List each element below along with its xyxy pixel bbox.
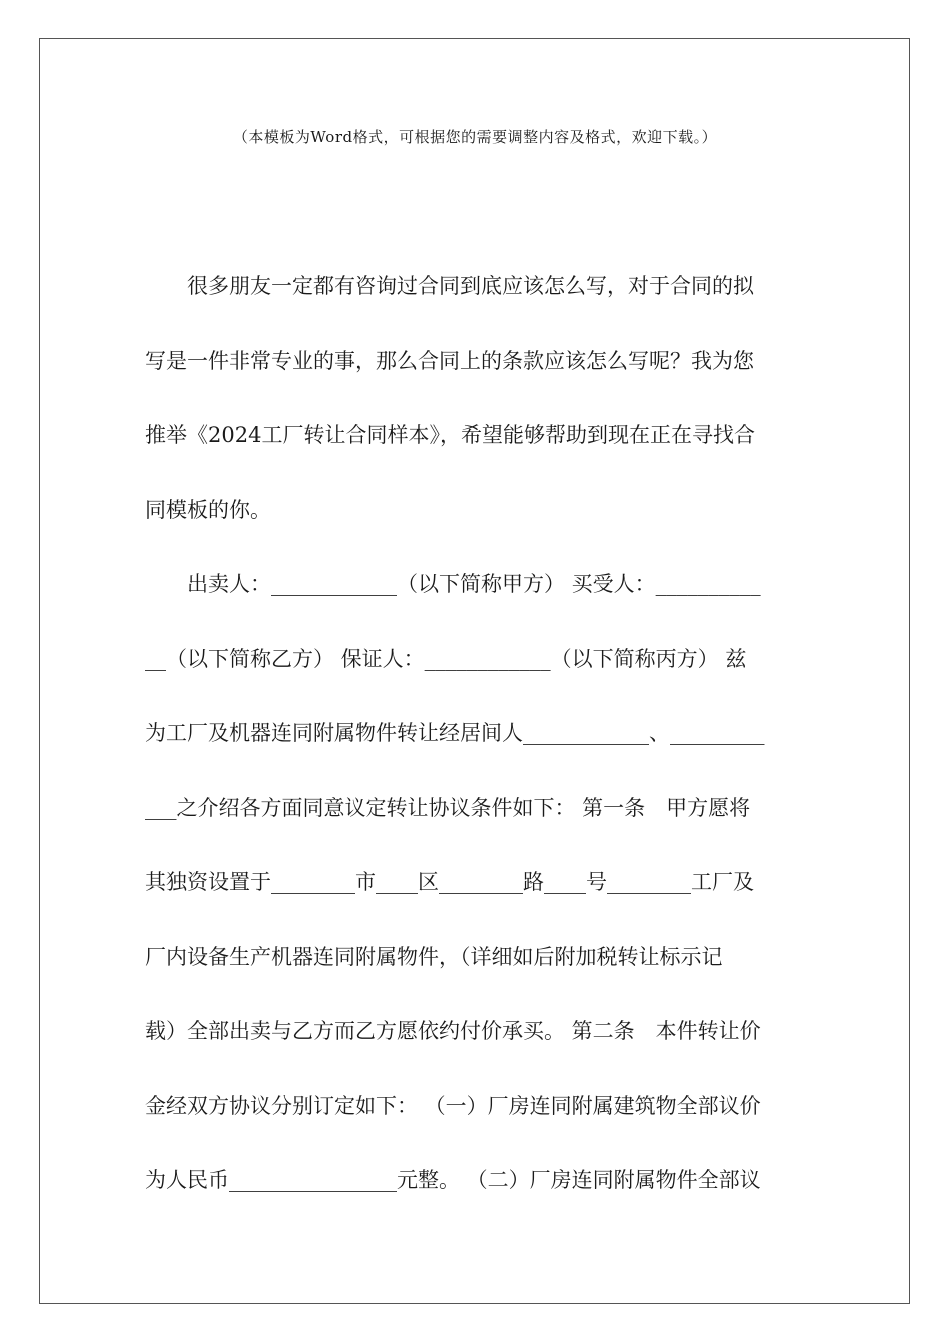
body-line: 其独资设置于________市____区________路____号________工厂及 <box>145 870 754 894</box>
body-line: 载）全部出卖与乙方而乙方愿依约付价承买。 第二条 本件转让价 <box>145 1019 761 1043</box>
body-line: ___之介绍各方面同意议定转让协议条件如下： 第一条 甲方愿将 <box>145 795 751 820</box>
body-line: 同模板的你。 <box>145 497 271 522</box>
template-note: （本模板为Word格式，可根据您的需要调整内容及格式，欢迎下载。） <box>232 128 718 146</box>
body-line: __（以下简称乙方） 保证人：____________（以下简称丙方） 兹 <box>145 646 747 671</box>
body-line: 出卖人：____________（以下简称甲方） 买受人：__________ <box>145 572 761 596</box>
document-body <box>145 268 805 1237</box>
body-line: 金经双方协议分别订定如下： （一）厂房连同附属建筑物全部议价 <box>145 1093 761 1118</box>
body-line: 推举《2024工厂转让合同样本》，希望能够帮助到现在正在寻找合 <box>145 423 755 447</box>
body-line: 厂内设备生产机器连同附属物件，（详细如后附加税转让标示记 <box>145 944 723 969</box>
body-line: 很多朋友一定都有咨询过合同到底应该怎么写，对于合同的拟 <box>145 274 754 298</box>
body-line: 为工厂及机器连同附属物件转让经居间人____________、_________ <box>145 721 765 745</box>
body-line: 写是一件非常专业的事，那么合同上的条款应该怎么写呢？我为您 <box>145 348 754 373</box>
body-line: 为人民币________________元整。 （二）厂房连同附属物件全部议 <box>145 1168 761 1192</box>
